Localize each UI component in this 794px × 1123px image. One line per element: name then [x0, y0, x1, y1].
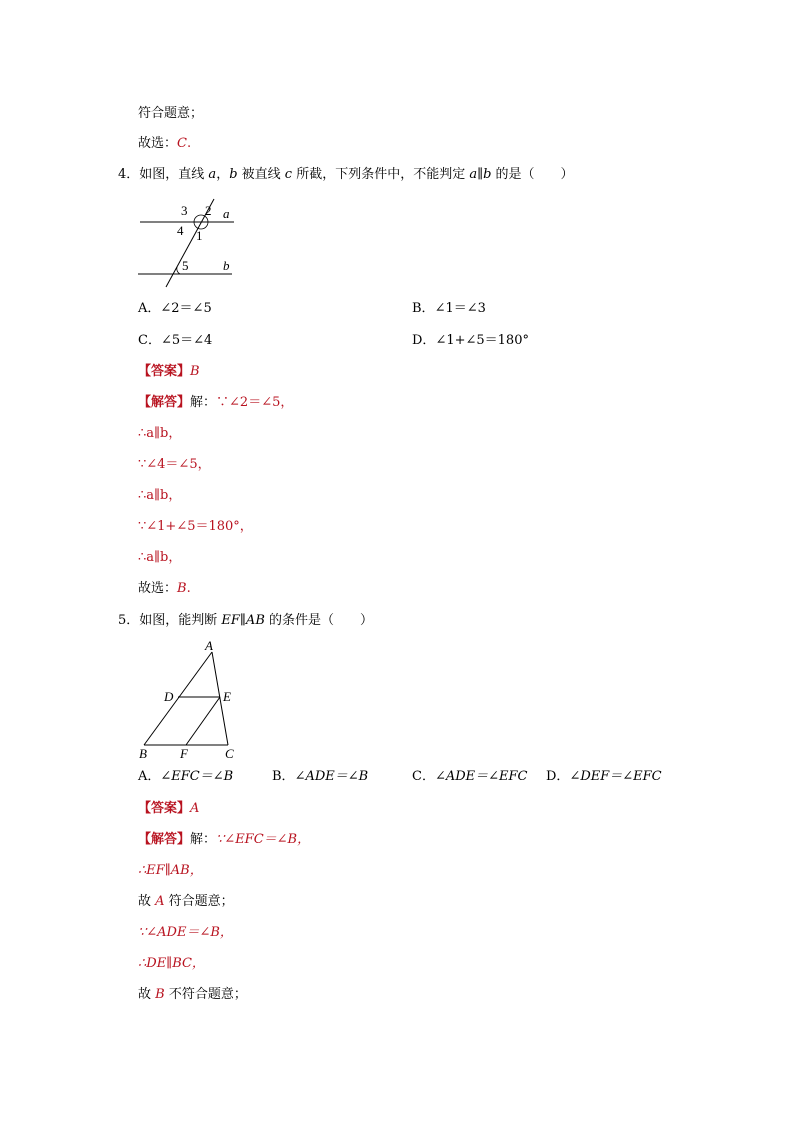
answer-label: 【答案】 — [138, 801, 191, 816]
q3-final-prefix: 故选： — [138, 136, 178, 151]
solution-line: ∴a∥b， — [138, 488, 182, 503]
q5-option-c[interactable] — [412, 768, 528, 786]
q4-number: 4． — [118, 167, 140, 182]
solution-var: B — [155, 987, 165, 1002]
solution-prefix: 故 — [138, 894, 156, 909]
q4-angle5-arc — [177, 267, 180, 274]
solution-line: ∵∠ADE＝∠B， — [138, 925, 233, 940]
q4-sep: ， — [216, 167, 230, 182]
option-key: C． — [138, 333, 161, 348]
q4-label-5: 5 — [182, 258, 189, 273]
option-text: ∠ADE＝∠EFC — [434, 769, 528, 784]
q5-stem-part: 如图，能判断 — [139, 613, 222, 628]
q4-stem-part: 如图，直线 — [139, 167, 209, 182]
q4-stem-part: 被直线 — [237, 167, 285, 182]
q4-label-b: b — [223, 258, 230, 273]
q5-side-ab — [144, 652, 212, 745]
solution-var: A — [155, 894, 165, 909]
q4-stem — [118, 166, 574, 184]
answer-value: B — [190, 364, 200, 379]
option-key: A． — [138, 769, 161, 784]
option-key: B． — [272, 769, 295, 784]
q5-stem — [118, 612, 373, 630]
solution-line: ∴a∥b， — [138, 550, 182, 565]
option-text: ∠1+∠5＝180° — [435, 333, 529, 348]
solution-label: 【解答】 — [138, 395, 191, 410]
option-key: D． — [412, 333, 436, 348]
solution-line: ∵∠1+∠5＝180°， — [138, 519, 253, 534]
q5-solution-intro — [138, 831, 310, 849]
q5-figure — [134, 636, 246, 762]
q3-final-answer — [138, 135, 191, 153]
solution-line — [138, 986, 247, 1004]
q4-option-c[interactable] — [138, 332, 212, 350]
conclusion-prefix: 故选： — [138, 581, 178, 596]
option-key: C． — [412, 769, 435, 784]
q5-label-a: A — [205, 638, 213, 653]
answer-label: 【答案】 — [138, 364, 191, 379]
solution-line: ∴DE∥BC， — [138, 956, 205, 971]
option-text: ∠2＝∠5 — [160, 301, 212, 316]
q5-label-c: C — [225, 746, 234, 761]
conclusion-suffix: . — [186, 581, 191, 596]
q3-final-letter: C — [177, 136, 187, 151]
option-text: ∠DEF＝∠EFC — [569, 769, 662, 784]
q4-conclusion — [138, 580, 191, 598]
q5-condition: EF∥AB — [221, 613, 265, 628]
solution-line: ∵∠EFC＝∠B， — [216, 832, 311, 847]
solution-label: 【解答】 — [138, 832, 191, 847]
q4-var-a: a — [208, 167, 217, 182]
q4-solution-intro — [138, 394, 293, 412]
q5-label-b: B — [139, 746, 147, 761]
option-text: ∠1＝∠3 — [434, 301, 486, 316]
q4-condition: a∥b — [469, 167, 492, 182]
q4-stem-part: 的是（ ） — [491, 167, 574, 182]
q5-option-b[interactable] — [272, 768, 368, 786]
q4-label-a: a — [223, 206, 230, 221]
q5-label-f: F — [180, 746, 188, 761]
q4-var-b: b — [229, 167, 238, 182]
q5-label-d: D — [164, 689, 174, 704]
solution-line: ∵∠4＝∠5， — [138, 457, 211, 472]
conclusion-letter: B — [177, 581, 187, 596]
q4-answer — [138, 363, 200, 381]
option-key: A． — [138, 301, 161, 316]
solution-intro: 解： — [190, 832, 217, 847]
solution-line: ∴a∥b， — [138, 426, 182, 441]
q4-var-c: c — [284, 167, 293, 182]
q5-option-d[interactable] — [546, 768, 662, 786]
q4-option-d[interactable] — [412, 332, 529, 350]
q5-option-a[interactable] — [138, 768, 233, 786]
option-key: B． — [412, 301, 435, 316]
q3-final-suffix: . — [186, 136, 192, 151]
option-text: ∠EFC＝∠B — [160, 769, 234, 784]
q4-option-a[interactable] — [138, 300, 212, 318]
solution-intro: 解： — [190, 395, 217, 410]
solution-suffix: 不符合题意； — [164, 987, 247, 1002]
option-text: ∠5＝∠4 — [160, 333, 213, 348]
answer-value: A — [190, 801, 200, 816]
solution-prefix: 故 — [138, 987, 156, 1002]
q4-option-b[interactable] — [412, 300, 486, 318]
option-key: D． — [546, 769, 570, 784]
q4-label-1: 1 — [196, 228, 203, 243]
solution-suffix: 符合题意； — [164, 894, 234, 909]
q5-label-e: E — [223, 689, 231, 704]
q3-conclusion-text: 符合题意； — [138, 106, 204, 121]
solution-line: ∵∠2＝∠5， — [216, 395, 294, 410]
q5-stem-part: 的条件是（ ） — [264, 613, 374, 628]
solution-line — [138, 893, 234, 911]
q4-label-4: 4 — [177, 223, 184, 238]
q4-figure — [134, 197, 244, 289]
q5-number: 5． — [118, 613, 140, 628]
q4-label-3: 3 — [181, 203, 188, 218]
q5-answer — [138, 800, 199, 818]
option-text: ∠ADE＝∠B — [294, 769, 369, 784]
q5-segment-ef — [186, 697, 220, 745]
q4-stem-part: 所截，下列条件中，不能判定 — [292, 167, 470, 182]
solution-line: ∴EF∥AB， — [138, 863, 203, 878]
q4-label-2: 2 — [205, 203, 212, 218]
